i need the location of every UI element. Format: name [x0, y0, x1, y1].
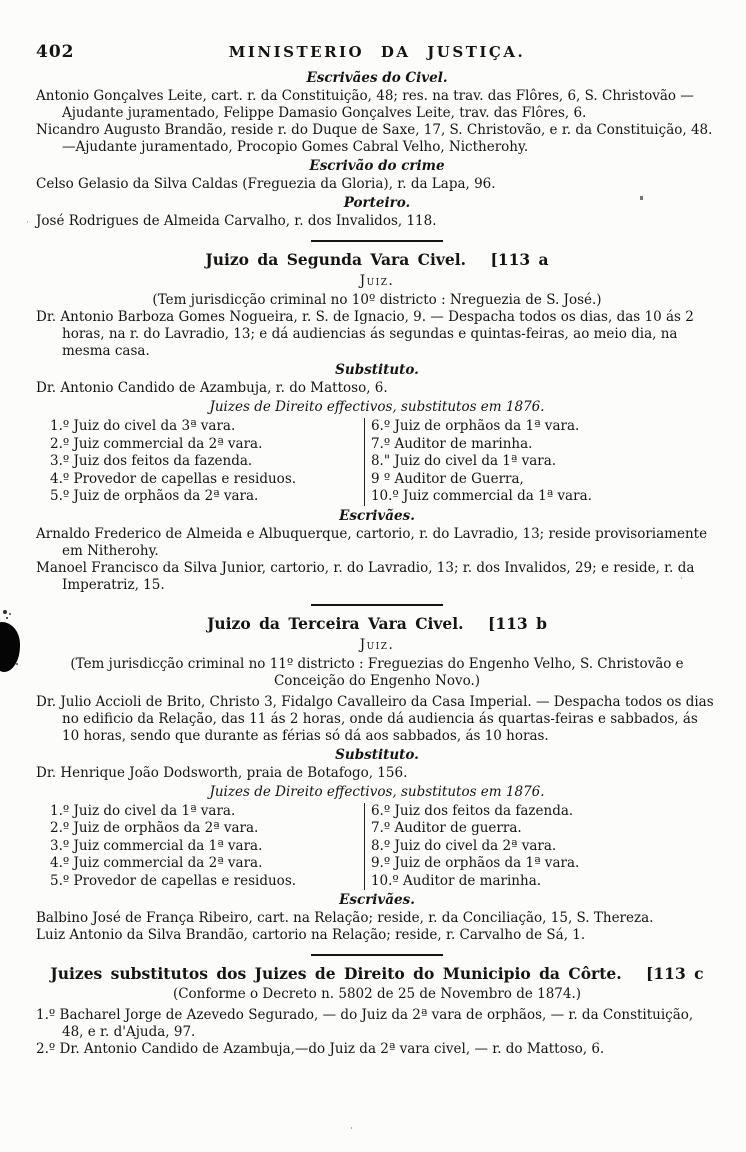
judges-left-column [50, 418, 364, 506]
section-divider [311, 240, 443, 242]
section-ref-code: [113 b [487, 613, 547, 633]
list-item: 3.º Juiz dos feitos da fazenda. [50, 453, 253, 469]
heading-juizes-effectivos: Juizes de Direito effectivos, substitutos em 1876. [209, 783, 545, 800]
list-item: 6.º Juiz dos feitos da fazenda. [370, 802, 574, 819]
heading-juiz: Juiz. [359, 273, 395, 289]
section-divider [311, 954, 443, 956]
list-item: 8.º Juiz do civel da 2ª vara. [370, 837, 557, 854]
list-item: 9.º Juiz de orphãos da 1ª vara. [370, 855, 580, 871]
list-item: 6.º Juiz de orphãos da 1ª vara. [370, 418, 580, 434]
section-title: Juizo da Terceira Vara Civel. [207, 613, 464, 633]
list-item: 8." Juiz do civel da 1ª vara. [370, 453, 557, 469]
judges-two-column-list [50, 418, 718, 506]
heading-escrivaes: Escrivães. [339, 507, 415, 524]
heading-substituto: Substituto. [335, 362, 419, 378]
heading-escrivaes-civel: Escrivães do Civel. [306, 70, 448, 86]
judges-two-column-list [50, 803, 718, 891]
heading-porteiro: Porteiro. [343, 195, 411, 211]
escrivaes-entry: Arnaldo Frederico de Almeida e Albuquerque, cartorio, r. do Lavradio, 13; reside provisoriamente em Nitherohy. [36, 525, 708, 559]
page-title: MINISTERIO DA JUSTIÇA. [228, 43, 526, 61]
list-item: 9 º Auditor de Guerra, [370, 470, 524, 487]
section-ref-code: [113 c [646, 964, 704, 983]
section-heading-segunda-vara [36, 251, 718, 268]
escrivaes-entry: Balbino José de França Ribeiro, cart. na Relação; reside, r. da Conciliação, 15, S. Thereza. [36, 910, 654, 926]
section-heading-terceira-vara [36, 615, 718, 632]
juiz-entry: Dr. Antonio Barboza Gomes Nogueira, r. S. de Ignacio, 9. — Despacha todos os dias, das 10 ás 2 horas, na r. do Lavradio, 13; e dá audiencias ás segundas e quintas-feiras, ao meio dia, na mesma casa. [36, 309, 694, 359]
list-item: 5.º Provedor de capellas e residuos. [50, 872, 297, 889]
page-number: 402 [36, 42, 75, 62]
civel-entry: Nicandro Augusto Brandão, reside r. do Duque de Saxe, 17, S. Christovão, e r. da Constituição, 48.—Ajudante juramentado, Procopio Gomes Cabral Velho, Nictherohy. [36, 122, 713, 155]
list-item: 1.º Juiz do civel da 3ª vara. [50, 418, 236, 434]
judges-right-column [364, 418, 718, 506]
scan-specks [0, 0, 1, 1]
porteiro-entry: José Rodrigues de Almeida Carvalho, r. dos Invalidos, 118. [36, 213, 437, 229]
list-item: 10.º Juiz commercial da 1ª vara. [370, 488, 592, 504]
substituto-item: 2.º Dr. Antonio Candido de Azambuja,—do Juiz da 2ª vara civel, — r. do Mattoso, 6. [36, 1041, 605, 1057]
crime-entry: Celso Gelasio da Silva Caldas (Freguezia da Gloria), r. da Lapa, 96. [36, 176, 496, 192]
section-divider [311, 604, 443, 606]
section-title: Juizo da Segunda Vara Civel. [205, 250, 467, 269]
list-item: 1.º Juiz do civel da 1ª vara. [50, 802, 236, 819]
ink-smudge [0, 622, 20, 672]
decree-note: (Conforme o Decreto n. 5802 de 25 de Novembro de 1874.) [172, 986, 582, 1002]
heading-substituto: Substituto. [335, 746, 419, 763]
section-heading-juizes-substitutos [36, 965, 718, 982]
list-item: 10.º Auditor de marinha. [370, 872, 542, 889]
jurisdiction-note: (Tem jurisdicção criminal no 10º districto : Nreguezia de S. José.) [152, 292, 602, 308]
heading-juiz: Juiz. [359, 636, 395, 653]
list-item: 2.º Juiz commercial da 2ª vara. [50, 435, 263, 452]
list-item: 4.º Provedor de capellas e residuos. [50, 470, 297, 487]
heading-juizes-effectivos: Juizes de Direito effectivos, substitutos em 1876. [209, 399, 545, 415]
heading-escrivaes: Escrivães. [339, 892, 415, 908]
judges-right-column [364, 803, 718, 891]
jurisdiction-note: (Tem jurisdicção criminal no 11º districto : Freguezias do Engenho Velho, S. Christovão e Conceição do Engenho Novo.) [70, 655, 684, 689]
list-item: 5.º Juiz de orphãos da 2ª vara. [50, 488, 259, 504]
substituto-entry: Dr. Antonio Candido de Azambuja, r. do Mattoso, 6. [36, 380, 388, 396]
judges-left-column [50, 803, 364, 891]
list-item: 7.º Auditor de guerra. [370, 820, 522, 836]
list-item: 3.º Juiz commercial da 1ª vara. [50, 837, 263, 854]
section-title: Juizes substitutos dos Juizes de Direito do Municipio da Côrte. [50, 964, 622, 983]
civel-entry: Antonio Gonçalves Leite, cart. r. da Constituição, 48; res. na trav. das Flôres, 6, S. Christovão —Ajudante juramentado, Felippe Damasio Gonçalves Leite, trav. das Flôres, 6. [36, 88, 694, 121]
section-ref-code: [113 a [490, 250, 549, 269]
escrivaes-entry: Manoel Francisco da Silva Junior, cartorio, r. do Lavradio, 13; r. dos Invalidos, 29; e reside, r. da Imperatriz, 15. [36, 559, 695, 593]
list-item: 2.º Juiz de orphãos da 2ª vara. [50, 820, 259, 836]
juiz-entry: Dr. Julio Accioli de Brito, Christo 3, Fidalgo Cavalleiro da Casa Imperial. — Despacha todos os dias no edificio da Relação, das 11 ás 2 horas, onde dá audiencia ás quartas-feiras e sabbados, ás 10 horas, sendo que durante as férias só dá aos sabbados, ás 10 horas. [36, 693, 714, 744]
list-item: 7.º Auditor de marinha. [370, 435, 533, 452]
heading-escrivao-crime: Escrivão do crime [309, 158, 445, 174]
page-header [36, 44, 718, 68]
substituto-entry: Dr. Henrique João Dodsworth, praia de Botafogo, 156. [36, 764, 408, 781]
substituto-item: 1.º Bacharel Jorge de Azevedo Segurado, — do Juiz da 2ª vara de orphãos, — r. da Constituição, 48, e r. d'Ajuda, 97. [36, 1007, 694, 1040]
escrivaes-entry: Luiz Antonio da Silva Brandão, cartorio na Relação; reside, r. Carvalho de Sá, 1. [36, 927, 586, 943]
list-item: 4.º Juiz commercial da 2ª vara. [50, 855, 263, 871]
